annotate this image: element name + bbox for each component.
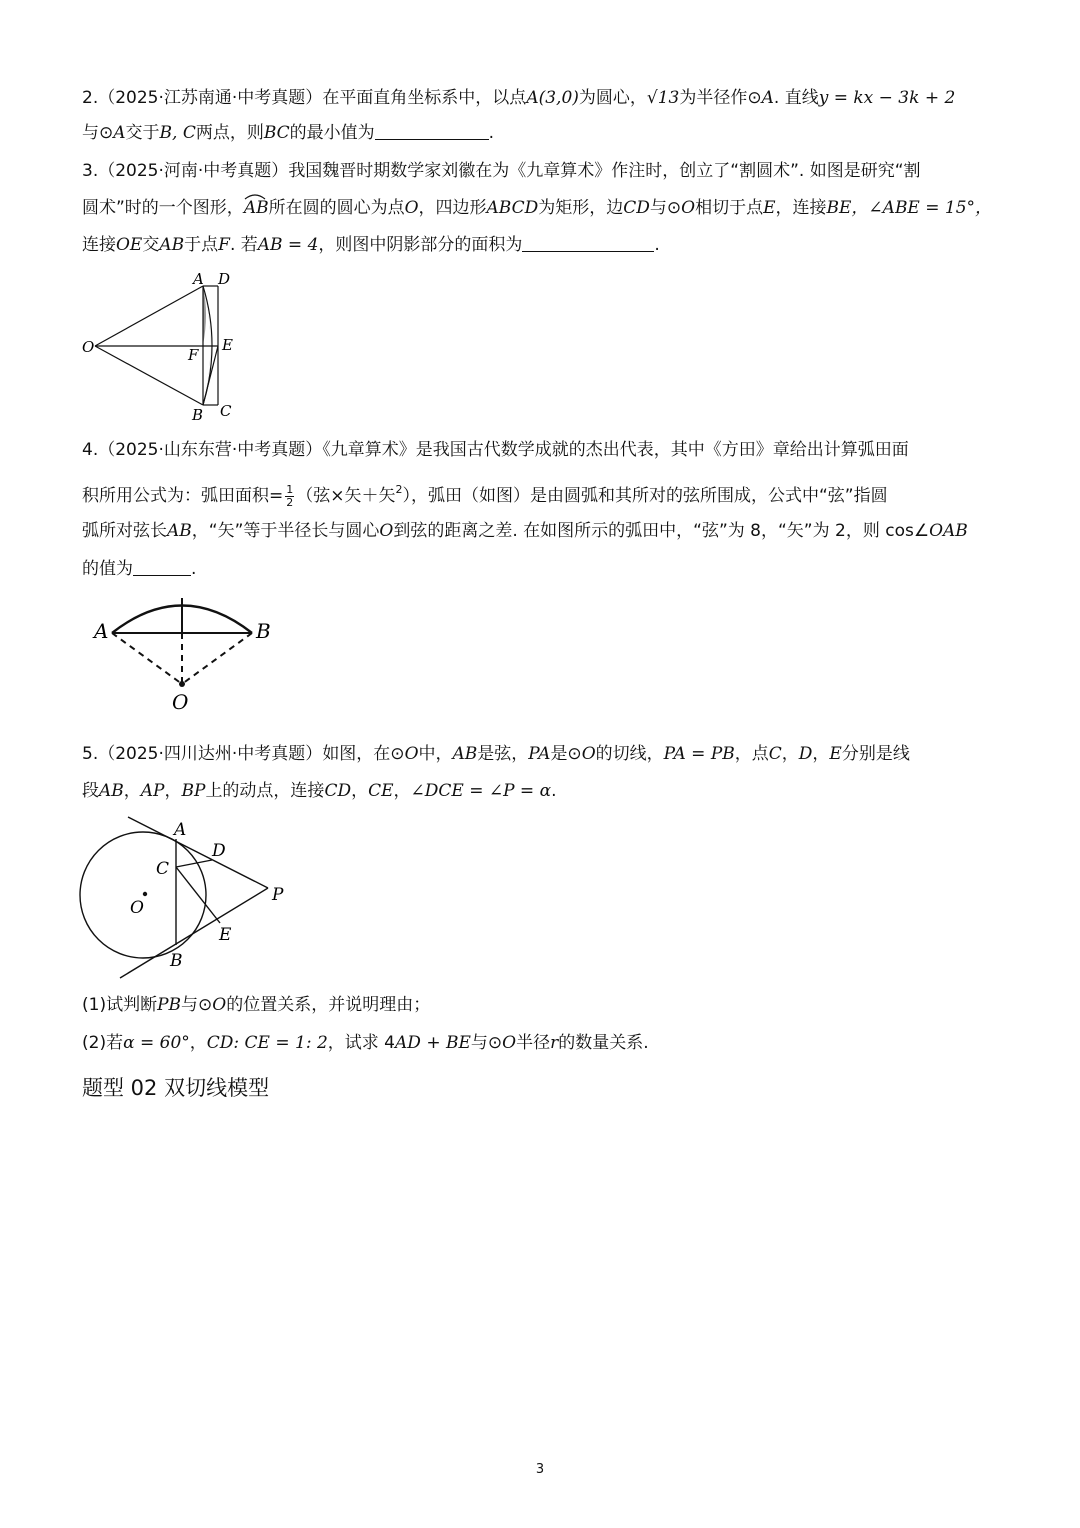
q3-line-1 [82, 159, 921, 183]
q5-label-o: O [130, 898, 144, 918]
q4-text: ），弧田（如图）是由圆弧和其所对的弦所围成，公式中“弦”指圆 [402, 486, 888, 506]
q5-text: ， [781, 744, 799, 764]
q5-text: 分别是线 [841, 744, 910, 764]
q2-text: 的最小值为 [289, 123, 375, 143]
q5-text: 中， [418, 744, 453, 764]
q4-line-2 [82, 478, 888, 509]
q3-var: OE [116, 235, 143, 255]
q2-line-equation: y = kx − 3k + 2 [818, 88, 956, 108]
q5-text: 上的动点，连接 [205, 781, 325, 801]
q2-radius: √13 [646, 88, 680, 108]
q3-text: 为矩形，边 [538, 198, 624, 218]
q3-condition: AB = 4 [257, 235, 319, 255]
q3-text: . 若 [229, 235, 258, 255]
q5-text: ， [189, 1033, 207, 1053]
q3-text: ，四边形 [418, 198, 487, 218]
q5-text: + [420, 1033, 446, 1053]
q3-angle: ，∠ABE = 15°， [851, 198, 993, 218]
q5-label-b: B [170, 951, 183, 971]
q5-text: . [551, 781, 557, 801]
q5-var: PB [157, 995, 182, 1015]
q4-figure [88, 592, 288, 717]
q2-answer-blank[interactable] [375, 121, 489, 140]
q5-var: E [829, 744, 842, 764]
q2-circle-name: A [113, 123, 126, 143]
q3-number: 3. [82, 161, 99, 181]
q3-var: F [218, 235, 230, 255]
q3-var: AB [159, 235, 185, 255]
q5-var: AD [395, 1033, 421, 1053]
q5-condition: PA = PB [663, 744, 735, 764]
q3-text: ，则图中阴影部分的面积为 [318, 235, 523, 255]
q5-text: ， [393, 781, 411, 801]
q3-label-o: O [82, 338, 95, 356]
q5-var: AP [140, 781, 165, 801]
arc-mark-icon [244, 193, 266, 200]
q5-text: 的切线， [595, 744, 664, 764]
q5-text: 与⊙ [470, 1033, 503, 1053]
q2-circle-name: A [761, 88, 774, 108]
q3-text: 连接 [82, 235, 116, 255]
q3-label-c: C [220, 402, 232, 420]
q5-label-p: P [272, 885, 284, 905]
section-heading: 题型 02 双切线模型 [82, 1076, 270, 1100]
q2-text: 交于 [125, 123, 160, 143]
q3-label-e: E [222, 336, 233, 354]
q5-line-2 [82, 779, 556, 803]
q4-answer-blank[interactable] [133, 557, 191, 576]
q4-line-3 [82, 519, 968, 543]
q5-var: BP [181, 781, 206, 801]
page-number: 3 [535, 1462, 545, 1477]
q5-text: 是⊙ [550, 744, 582, 764]
q4-fraction [285, 484, 294, 509]
q4-text: . [191, 559, 197, 579]
q5-part-1 [82, 993, 430, 1017]
q5-text: 的位置关系，并说明理由； [226, 995, 431, 1015]
q4-label-a: A [94, 619, 109, 643]
q3-text: 交 [142, 235, 160, 255]
q3-var: BE [826, 198, 852, 218]
q4-fraction-numerator: 1 [286, 482, 294, 496]
q3-text: 圆术”时的一个图形， [82, 198, 244, 218]
q5-text: 是弦， [477, 744, 529, 764]
q3-text: 所在圆的圆心为点 [268, 198, 405, 218]
q3-text: ，连接 [775, 198, 827, 218]
q3-var: CD [623, 198, 650, 218]
q5-var: PA [528, 744, 551, 764]
q3-var: O [681, 198, 696, 218]
q2-text: 为圆心， [578, 88, 647, 108]
q3-label-b: B [192, 406, 204, 424]
q5-text: 半径 [516, 1033, 551, 1053]
q4-text: 弧所对弦长 [82, 521, 167, 541]
q3-source: （2025·河南·中考真题） [98, 161, 289, 181]
q5-var: D [798, 744, 813, 764]
q4-number: 4. [82, 440, 99, 460]
q5-text: (2)若 [82, 1033, 124, 1053]
q2-line-1 [82, 86, 955, 110]
q5-text: ， [164, 781, 182, 801]
q5-line-1 [82, 742, 910, 766]
q4-superscript: 2 [395, 483, 403, 496]
q5-var: O [502, 1033, 517, 1053]
q4-var: O [379, 521, 394, 541]
q5-var: AB [452, 744, 478, 764]
q5-part-2 [82, 1031, 649, 1055]
q5-label-c: C [156, 859, 170, 879]
q3-var: ABCD [486, 198, 539, 218]
q4-line-4 [82, 557, 196, 581]
q5-var: CE [368, 781, 394, 801]
q4-var: AB [167, 521, 192, 541]
q5-text: 段 [82, 781, 99, 801]
q4-text: 积所用公式为：弧田面积= [82, 486, 284, 506]
q4-line-1 [82, 438, 909, 462]
q5-var: CD [324, 781, 352, 801]
q5-label-a: A [174, 820, 187, 840]
q5-text: (1)试判断 [82, 995, 158, 1015]
q5-var: O [404, 744, 419, 764]
q3-line-2 [82, 196, 992, 220]
q3-text: 与⊙ [649, 198, 682, 218]
q5-segment-ce [176, 867, 220, 923]
q5-text: ， [812, 744, 830, 764]
q3-arc-label: AB [243, 198, 269, 218]
q3-var: O [404, 198, 419, 218]
q4-center-dot [179, 681, 185, 687]
q2-text: 为半径作⊙ [679, 88, 762, 108]
q4-source: （2025·山东东营·中考真题） [98, 440, 323, 460]
q2-line-2 [82, 121, 494, 145]
q5-segment-cd [176, 860, 212, 867]
q4-text: 到弦的距离之差. 在如图所示的弧田中，“弦”为 8，“矢”为 2，则 cos∠ [393, 521, 930, 541]
q5-var: BE [446, 1033, 471, 1053]
q5-ratio: CD: CE = 1: 2 [206, 1033, 328, 1053]
q5-text: 如图，在⊙ [322, 744, 405, 764]
q5-circle [80, 832, 206, 958]
q3-text: 于点 [184, 235, 219, 255]
q3-arc-ab [244, 198, 269, 218]
q4-text: ，“矢”等于半径长与圆心 [191, 521, 380, 541]
q5-source: （2025·四川达州·中考真题） [98, 744, 323, 764]
q4-text: 的值为 [82, 559, 133, 579]
q4-text: 《九章算术》是我国古代数学成就的杰出代表，其中《方田》章给出计算弧田面 [322, 440, 909, 460]
q5-text: ，试求 4 [327, 1033, 396, 1053]
q5-angle-condition: ∠DCE = ∠P = α [410, 781, 552, 801]
q5-var: O [581, 744, 596, 764]
q2-source: （2025·江苏南通·中考真题） [98, 88, 323, 108]
q5-var: AB [99, 781, 124, 801]
q5-number: 5. [82, 744, 99, 764]
q3-answer-blank[interactable] [522, 233, 654, 252]
q5-figure [78, 815, 298, 985]
q5-tangent-pa [128, 817, 268, 888]
q3-text: 我国魏晋时期数学家刘徽在为《九章算术》作注时，创立了“割圆术”. 如图是研究“割 [288, 161, 921, 181]
q3-line-3 [82, 233, 660, 257]
q4-fraction-denominator: 2 [286, 495, 294, 509]
q5-text: 与⊙ [181, 995, 213, 1015]
q5-var: r [550, 1033, 559, 1053]
q2-text: 在平面直角坐标系中，以点 [322, 88, 527, 108]
q5-var: C [768, 744, 782, 764]
q2-number: 2. [82, 88, 99, 108]
q2-point-a: A(3,0) [526, 88, 579, 108]
q2-text: . 直线 [773, 88, 819, 108]
q5-label-e: E [219, 925, 232, 945]
q3-var: E [763, 198, 776, 218]
q5-center-dot [143, 892, 147, 896]
q4-label-o: O [172, 690, 189, 714]
q3-label-d: D [218, 270, 231, 288]
q5-label-d: D [212, 841, 226, 861]
q5-var: O [212, 995, 227, 1015]
q4-label-b: B [256, 619, 271, 643]
q2-points: B, C [159, 123, 196, 143]
q4-var: OAB [929, 521, 968, 541]
q3-label-a: A [193, 270, 204, 288]
q5-var: α = 60° [123, 1033, 190, 1053]
q2-text: 与⊙ [82, 123, 114, 143]
q3-text: . [654, 235, 660, 255]
q5-text: ， [123, 781, 141, 801]
q5-text: 的数量关系. [558, 1033, 649, 1053]
q3-label-f: F [188, 346, 199, 364]
q2-text: . [488, 123, 495, 143]
q2-text: 两点，则 [195, 123, 264, 143]
q3-figure [78, 268, 248, 428]
q5-text: ， [351, 781, 369, 801]
q2-segment: BC [263, 123, 290, 143]
q3-text: 相切于点 [695, 198, 764, 218]
q4-text: （弦×矢＋矢 [296, 486, 396, 506]
q5-text: ，点 [734, 744, 769, 764]
